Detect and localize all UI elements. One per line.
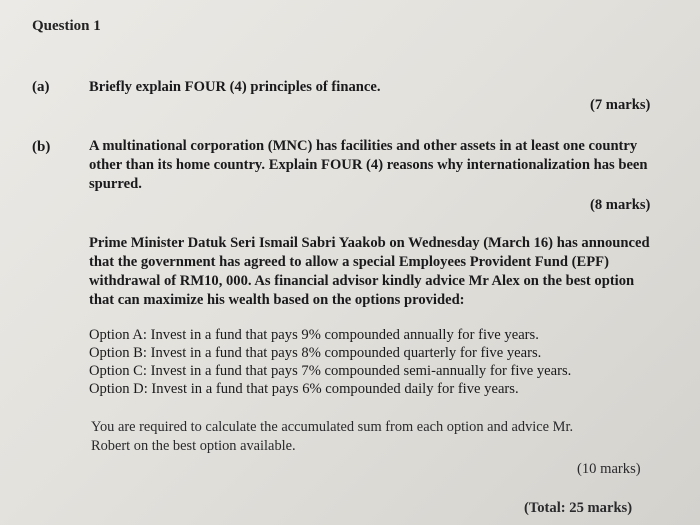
options-list — [89, 326, 571, 398]
part-b-line: other than its home country. Explain FOUR (4) reasons why internationalization has been — [89, 157, 648, 173]
part-b-line: spurred. — [89, 176, 142, 192]
scenario-paragraph — [89, 234, 650, 310]
total-marks: (Total: 25 marks) — [524, 500, 633, 516]
requirement-paragraph — [91, 418, 573, 456]
part-b-marks: (8 marks) — [590, 197, 651, 213]
part-a-question — [89, 78, 380, 97]
part-b-line: A multinational corporation (MNC) has facilities and other assets in at least one country — [89, 138, 638, 154]
requirement-marks: (10 marks) — [577, 461, 641, 477]
requirement-line: You are required to calculate the accumulated sum from each option and advice Mr. — [91, 419, 574, 435]
requirement-line: Robert on the best option available. — [91, 438, 296, 454]
option-item: Option D: Invest in a fund that pays 6% compounded daily for five years. — [89, 381, 519, 397]
question-title: Question 1 — [32, 18, 101, 34]
part-a-text-bold: FOUR (4) — [184, 79, 247, 95]
part-a-text-prefix: Briefly explain — [89, 79, 185, 95]
part-a-marks: (7 marks) — [590, 97, 651, 113]
part-b-question — [89, 137, 648, 194]
part-b-label: (b) — [32, 139, 51, 155]
part-a-label: (a) — [32, 79, 50, 95]
scenario-line: withdrawal of RM10, 000. As financial advisor kindly advice Mr Alex on the best option — [89, 273, 635, 289]
scenario-line: that can maximize his wealth based on the options provided: — [89, 292, 465, 308]
option-item: Option A: Invest in a fund that pays 9% compounded annually for five years. — [89, 327, 539, 343]
scenario-line: Prime Minister Datuk Seri Ismail Sabri Yaakob on Wednesday (March 16) has announced — [89, 235, 650, 251]
option-item: Option B: Invest in a fund that pays 8% compounded quarterly for five years. — [89, 345, 542, 361]
scenario-line: that the government has agreed to allow a special Employees Provident Fund (EPF) — [89, 254, 609, 270]
option-item: Option C: Invest in a fund that pays 7% compounded semi-annually for five years. — [89, 363, 572, 379]
part-a-text-suffix: principles of finance. — [246, 79, 381, 95]
